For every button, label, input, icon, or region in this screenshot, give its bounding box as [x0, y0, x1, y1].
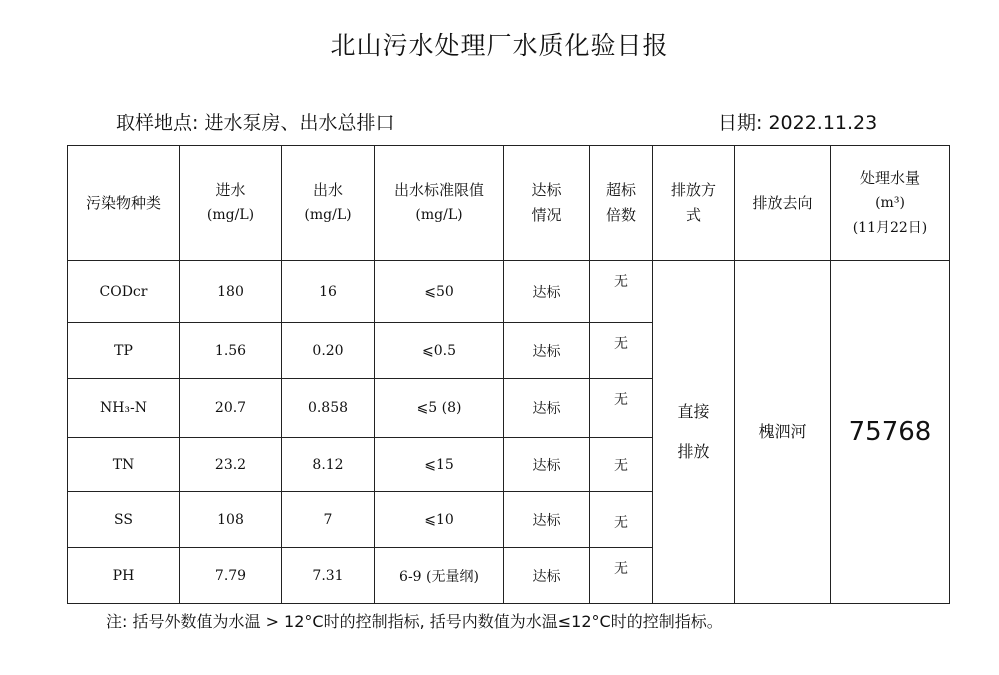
header-influent: 进水 (mg/L)	[180, 146, 282, 261]
sampling-location: 取样地点: 进水泵房、出水总排口	[116, 112, 395, 134]
table-row	[68, 261, 950, 323]
cell-influent: 23.2	[180, 438, 282, 492]
cell-influent: 180	[180, 261, 282, 323]
cell-effluent: 0.858	[282, 379, 375, 438]
cell-compliance: 达标	[504, 379, 590, 438]
water-quality-table	[67, 145, 950, 604]
header-pollutant: 污染物种类	[68, 146, 180, 261]
cell-limit: ⩽5 (8)	[375, 379, 504, 438]
cell-limit: ⩽10	[375, 492, 504, 548]
header-effluent: 出水 (mg/L)	[282, 146, 375, 261]
cell-pollutant: TN	[68, 438, 180, 492]
header-discharge-destination: 排放去向	[735, 146, 831, 261]
cell-exceed: 无	[590, 379, 653, 438]
cell-exceed: 无	[590, 492, 653, 548]
footnote: 注: 括号外数值为水温 > 12°C时的控制指标, 括号内数值为水温≤12°C时的控制指标。	[106, 612, 723, 631]
report-title: 北山污水处理厂水质化验日报	[330, 31, 669, 60]
cell-effluent: 7.31	[282, 548, 375, 604]
cell-pollutant: NH₃-N	[68, 379, 180, 438]
report-date: 日期: 2022.11.23	[718, 112, 878, 134]
cell-limit: ⩽50	[375, 261, 504, 323]
table-header-row	[68, 146, 950, 261]
cell-compliance: 达标	[504, 438, 590, 492]
header-compliance: 达标 情况	[504, 146, 590, 261]
cell-exceed: 无	[590, 323, 653, 379]
cell-discharge-destination: 槐泗河	[735, 261, 831, 604]
header-treatment-volume: 处理水量 (m³) (11月22日)	[831, 146, 950, 261]
cell-compliance: 达标	[504, 261, 590, 323]
cell-influent: 108	[180, 492, 282, 548]
cell-exceed: 无	[590, 261, 653, 323]
cell-influent: 1.56	[180, 323, 282, 379]
cell-limit: 6-9 (无量纲)	[375, 548, 504, 604]
cell-limit: ⩽0.5	[375, 323, 504, 379]
cell-influent: 7.79	[180, 548, 282, 604]
cell-effluent: 16	[282, 261, 375, 323]
cell-effluent: 8.12	[282, 438, 375, 492]
cell-effluent: 0.20	[282, 323, 375, 379]
cell-treatment-volume: 75768	[831, 261, 950, 604]
cell-compliance: 达标	[504, 323, 590, 379]
cell-pollutant: SS	[68, 492, 180, 548]
cell-discharge-method: 直接 排放	[653, 261, 735, 604]
cell-effluent: 7	[282, 492, 375, 548]
header-limit: 出水标准限值 (mg/L)	[375, 146, 504, 261]
cell-exceed: 无	[590, 548, 653, 604]
cell-compliance: 达标	[504, 548, 590, 604]
cell-pollutant: CODcr	[68, 261, 180, 323]
cell-limit: ⩽15	[375, 438, 504, 492]
header-discharge-method: 排放方 式	[653, 146, 735, 261]
cell-influent: 20.7	[180, 379, 282, 438]
cell-compliance: 达标	[504, 492, 590, 548]
header-exceed-multiple: 超标 倍数	[590, 146, 653, 261]
cell-pollutant: TP	[68, 323, 180, 379]
cell-pollutant: PH	[68, 548, 180, 604]
cell-exceed: 无	[590, 438, 653, 492]
